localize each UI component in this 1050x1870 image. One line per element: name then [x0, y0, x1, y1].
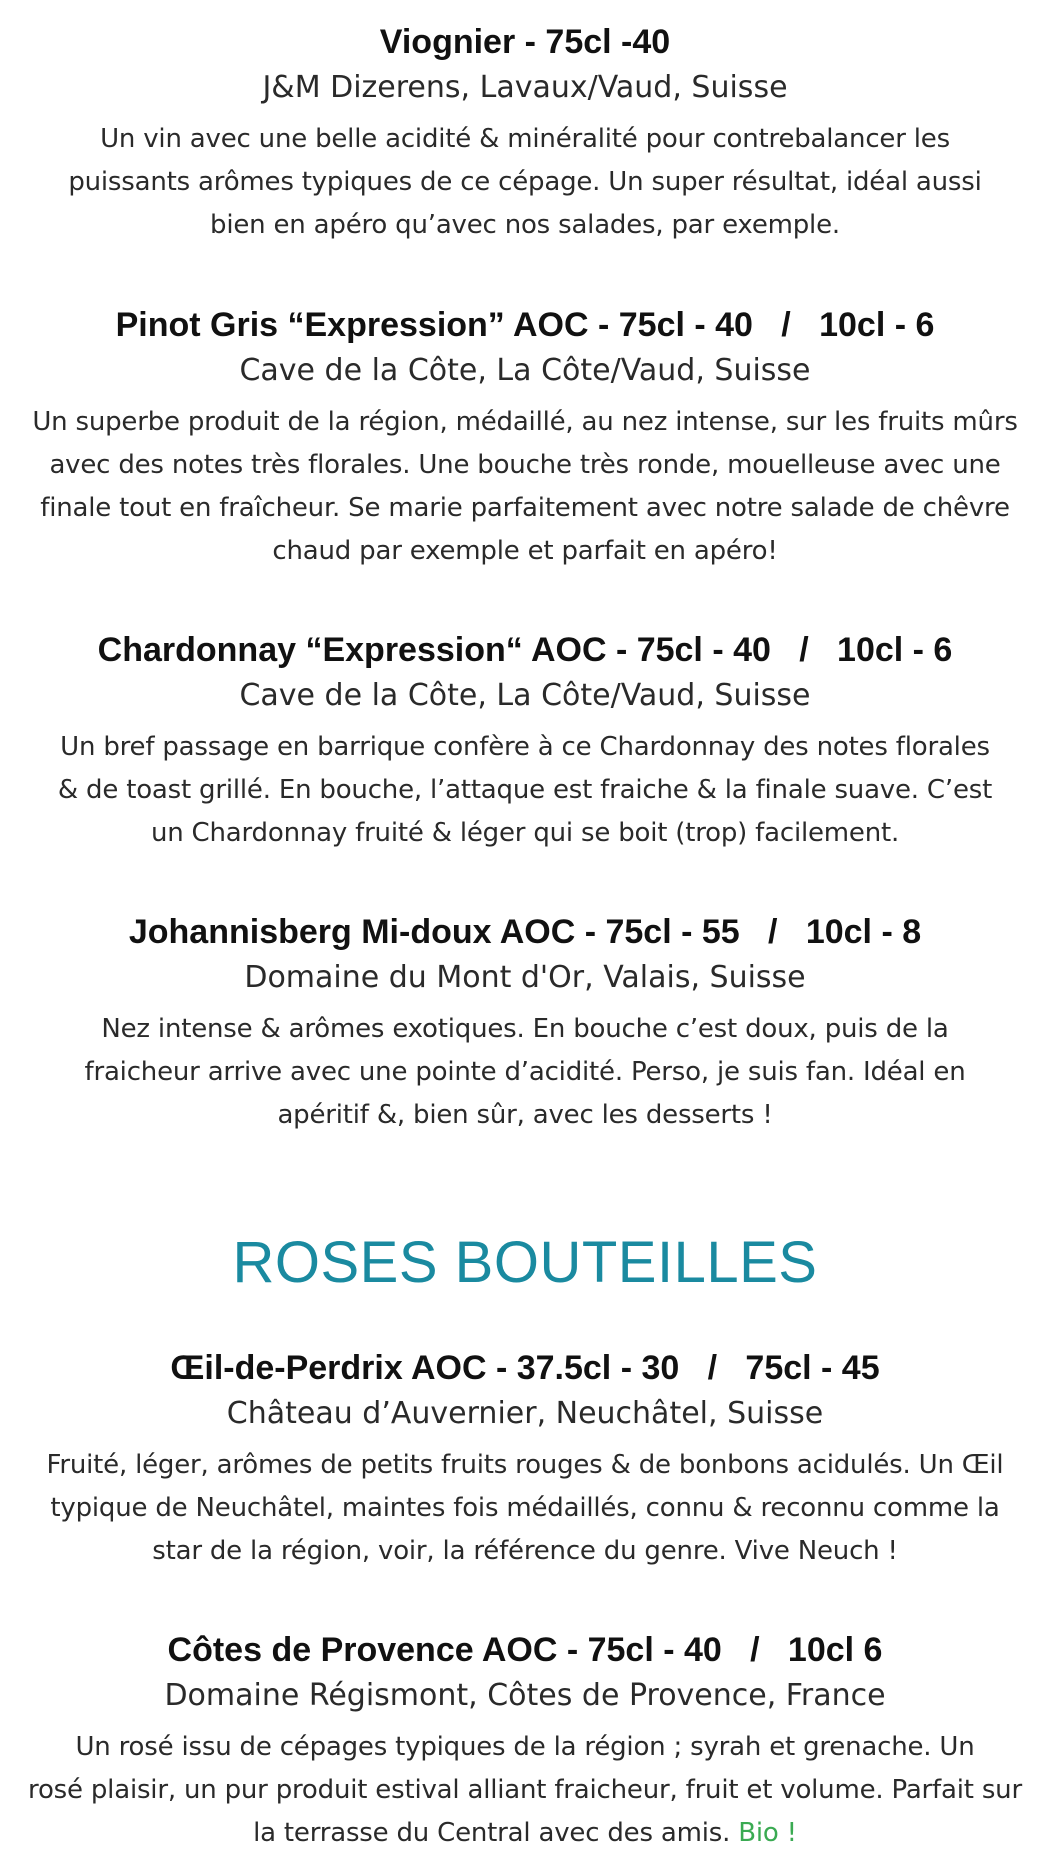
description-line: Fruité, léger, arômes de petits fruits rouges & de bonbons acidulés. Un Œil [46, 1450, 1004, 1480]
description-line: star de la région, voir, la référence du genre. Vive Neuch ! [152, 1536, 898, 1566]
bio-label: Bio ! [738, 1818, 797, 1848]
description-line: Un vin avec une belle acidité & minéralité pour contrebalancer les [100, 124, 950, 154]
description-line: Un rosé issu de cépages typiques de la région ; syrah et grenache. Un [75, 1732, 975, 1762]
wine-title: Johannisberg Mi-doux AOC - 75cl - 55 / 10cl - 8 [128, 913, 922, 951]
description-line: apéritif &, bien sûr, avec les desserts ! [277, 1100, 773, 1130]
wine-origin: J&M Dizerens, Lavaux/Vaud, Suisse [262, 70, 788, 105]
description-line: rosé plaisir, un pur produit estival alliant fraicheur, fruit et volume. Parfait sur [28, 1775, 1022, 1805]
description-line: avec des notes très florales. Une bouche très ronde, mouelleuse avec une [49, 450, 1001, 480]
description-line: finale tout en fraîcheur. Se marie parfaitement avec notre salade de chêvre [40, 493, 1010, 523]
description-line: chaud par exemple et parfait en apéro! [272, 536, 778, 566]
wine-entry-oeil-de-perdrix [0, 1346, 1050, 1573]
description-line: un Chardonnay fruité & léger qui se boit (trop) facilement. [150, 818, 900, 848]
wine-description [0, 1008, 1050, 1137]
description-line-text: la terrasse du Central avec des amis. [253, 1818, 731, 1848]
description-line: Un bref passage en barrique confère à ce Chardonnay des notes florales [60, 732, 990, 762]
wine-title: Œil-de-Perdrix AOC - 37.5cl - 30 / 75cl - 45 [170, 1349, 880, 1387]
description-line: typique de Neuchâtel, maintes fois médaillés, connu & reconnu comme la [50, 1493, 1000, 1523]
wine-description [0, 118, 1050, 247]
description-line: fraicheur arrive avec une pointe d’acidité. Perso, je suis fan. Idéal en [84, 1057, 966, 1087]
section-heading-roses: ROSES BOUTEILLES [232, 1230, 818, 1295]
description-line [18, 1812, 1032, 1855]
description-line: & de toast grillé. En bouche, l’attaque est fraiche & la finale suave. C’est [57, 775, 993, 805]
wine-entry-viognier [0, 20, 1050, 247]
wine-origin: Domaine Régismont, Côtes de Provence, France [164, 1678, 886, 1713]
wine-title: Viognier - 75cl -40 [379, 23, 671, 61]
description-line: puissants arômes typiques de ce cépage. Un super résultat, idéal aussi [68, 167, 982, 197]
wine-entry-pinot-gris [0, 303, 1050, 573]
wine-origin: Château d’Auvernier, Neuchâtel, Suisse [226, 1396, 824, 1431]
wine-origin: Cave de la Côte, La Côte/Vaud, Suisse [239, 353, 811, 388]
wine-title: Côtes de Provence AOC - 75cl - 40 / 10cl 6 [167, 1631, 883, 1669]
description-line: Un superbe produit de la région, médaillé, au nez intense, sur les fruits mûrs [32, 407, 1018, 437]
wine-entry-johannisberg [0, 910, 1050, 1137]
description-line: Nez intense & arômes exotiques. En bouche c’est doux, puis de la [101, 1014, 949, 1044]
wine-description [0, 1726, 1050, 1855]
wine-title: Pinot Gris “Expression” AOC - 75cl - 40 / 10cl - 6 [115, 306, 935, 344]
wine-title: Chardonnay “Expression“ AOC - 75cl - 40 / 10cl - 6 [97, 631, 953, 669]
wine-origin: Domaine du Mont d'Or, Valais, Suisse [244, 960, 806, 995]
wine-description [0, 726, 1050, 855]
wine-description [0, 401, 1050, 573]
wine-origin: Cave de la Côte, La Côte/Vaud, Suisse [239, 678, 811, 713]
wine-entry-chardonnay [0, 628, 1050, 855]
wine-description [0, 1444, 1050, 1573]
description-line: bien en apéro qu’avec nos salades, par exemple. [210, 210, 840, 240]
wine-entry-cotes-de-provence [0, 1628, 1050, 1855]
